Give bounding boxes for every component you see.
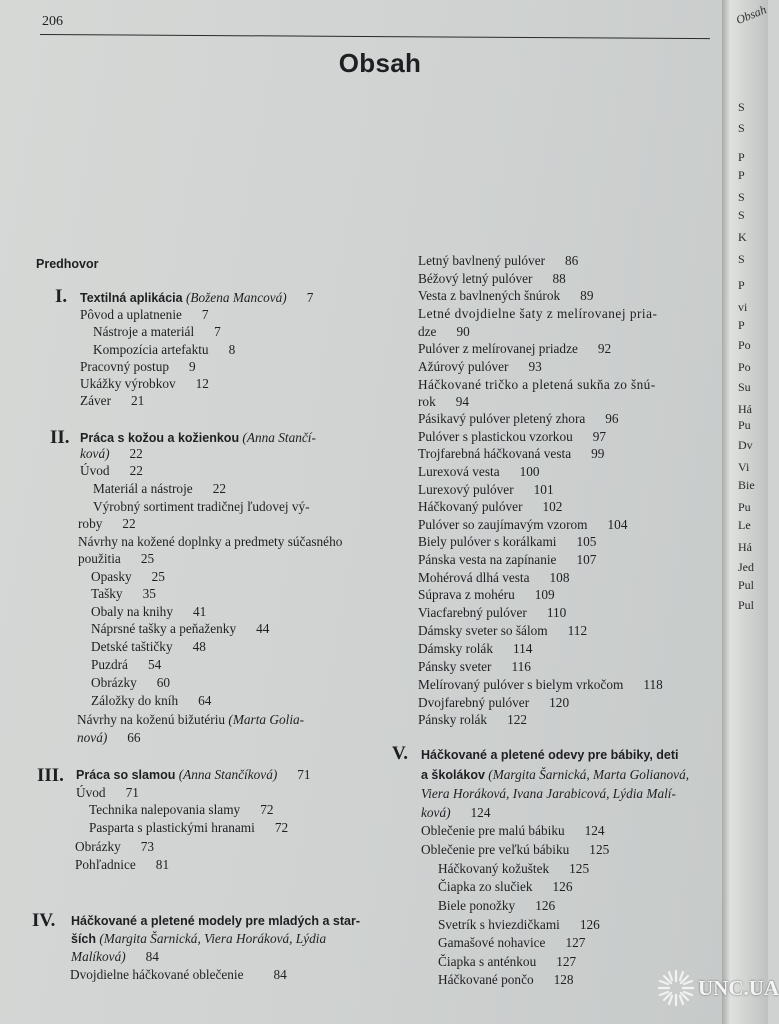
toc-entry: Dvojfarebný pulóver 120	[418, 695, 570, 710]
adjacent-page-fragment: Po	[738, 338, 751, 352]
toc-entry: Návrhy na koženú bižutériu (Marta Golia-	[77, 712, 305, 727]
toc-entry: Opasky 25	[91, 569, 165, 584]
toc-entry: Háčkovaný pulóver 102	[418, 499, 563, 514]
toc-entry: Svetrík s hviezdičkami 126	[438, 917, 600, 932]
adjacent-page-fragment: P	[738, 150, 745, 164]
toc-entry: Biele ponožky 126	[438, 898, 556, 913]
page-title: Obsah	[338, 48, 422, 78]
toc-entry: Pánsky rolák 122	[418, 712, 528, 727]
toc-entry: Pasparta s plastickými hranami 72	[89, 820, 289, 835]
adjacent-page-fragment: Po	[738, 360, 751, 374]
toc-entry: Obaly na knihy 41	[91, 604, 207, 619]
toc-entry: Pracovný postup 9	[80, 359, 196, 374]
toc-entry: Ažúrový pulóver 93	[418, 359, 542, 374]
toc-entry: roby 22	[78, 516, 136, 531]
toc-entry: rok 94	[418, 394, 470, 409]
adjacent-page-fragment: Pu	[738, 418, 751, 432]
toc-entry: Puzdrá 54	[91, 657, 162, 672]
toc-section-title: Háčkované a pletené modely pre mladých a star-	[71, 914, 361, 928]
adjacent-page-fragment: Pul	[738, 578, 755, 592]
adjacent-page-fragment: Jed	[738, 560, 754, 574]
toc-entry: Vesta z bavlnených šnúrok 89	[418, 288, 594, 303]
toc-entry: nová) 66	[77, 730, 141, 745]
toc-entry: Čiapka zo slučiek 126	[438, 879, 573, 894]
toc-entry: Dámsky sveter so šálom 112	[418, 623, 588, 638]
section-roman: III.	[37, 765, 64, 786]
toc-entry: Kompozícia artefaktu 8	[93, 342, 236, 357]
toc-entry: Gamašové nohavice 127	[438, 935, 586, 950]
toc-preface: Predhovor	[36, 257, 99, 271]
page-number: 206	[42, 14, 63, 29]
adjacent-page-fragment: K	[738, 230, 747, 244]
adjacent-page-fragment: Le	[738, 518, 751, 532]
toc-entry: Záložky do kníh 64	[91, 693, 212, 708]
toc-entry: Oblečenie pre veľkú bábiku 125	[421, 842, 610, 857]
toc-entry: Pôvod a uplatnenie 7	[80, 307, 209, 322]
toc-entry: použitia 25	[78, 551, 155, 566]
adjacent-page-header: Obsah	[734, 2, 769, 27]
toc-section-title: ších (Margita Šarnická, Viera Horáková, Lýdia	[71, 931, 327, 946]
toc-entry: Viera Horáková, Ivana Jarabicová, Lýdia Malí-	[421, 786, 676, 801]
toc-entry: ková) 124	[421, 805, 491, 820]
toc-entry: Pánska vesta na zapínanie 107	[418, 552, 597, 567]
adjacent-page-fragment: Pu	[738, 500, 751, 514]
toc-entry: Trojfarebná háčkovaná vesta 99	[418, 446, 605, 461]
toc-entry: Záver 21	[80, 393, 145, 408]
adjacent-page-fragment: Dv	[738, 438, 753, 452]
toc-entry: Malíková) 84	[71, 949, 159, 964]
adjacent-page-fragment: Bie	[738, 478, 755, 492]
toc-entry: Letný bavlnený pulóver 86	[418, 253, 579, 268]
adjacent-page-fragment: S	[738, 252, 745, 266]
toc-section-title: Háčkované a pletené odevy pre bábiky, deti	[421, 748, 679, 762]
adjacent-page-fragment: S	[738, 190, 745, 204]
toc-entry: Lurexový pulóver 101	[418, 482, 554, 497]
toc-section-title: Práca s kožou a kožienkou (Anna Stančí-	[80, 430, 316, 445]
toc-entry: Súprava z mohéru 109	[418, 587, 555, 602]
toc-entry: Technika nalepovania slamy 72	[89, 802, 274, 817]
section-roman: II.	[50, 427, 70, 448]
adjacent-page-fragment: vi	[738, 300, 748, 314]
toc-entry: Tašky 35	[91, 586, 156, 601]
section-roman: I.	[55, 286, 68, 307]
toc-entry: Lurexová vesta 100	[418, 464, 540, 479]
adjacent-page-fragment: S	[738, 100, 745, 114]
toc-entry: Obrázky 73	[75, 839, 155, 854]
toc-entry: Úvod 22	[80, 463, 143, 478]
toc-entry: Háčkované pončo 128	[438, 972, 574, 987]
adjacent-page-fragment: Há	[738, 540, 752, 554]
toc-entry: Materiál a nástroje 22	[93, 481, 226, 496]
toc-entry: ková) 22	[80, 446, 143, 461]
toc-section-title: a školákov (Margita Šarnická, Marta Golianová,	[421, 767, 690, 782]
watermark	[656, 968, 779, 1012]
adjacent-page-fragment: S	[738, 208, 745, 222]
toc-entry: Dámsky rolák 114	[418, 641, 533, 656]
toc-entry: dze 90	[418, 324, 470, 339]
adjacent-page-fragment: S	[738, 121, 745, 135]
adjacent-page-fragment: Vi	[738, 460, 750, 474]
toc-entry: Háčkovaný kožuštek 125	[438, 861, 590, 876]
toc-entry: Viacfarebný pulóver 110	[418, 605, 567, 620]
toc-entry: Melírovaný pulóver s bielym vrkočom 118	[418, 677, 663, 692]
starburst-icon	[656, 968, 696, 1008]
section-roman: V.	[392, 743, 409, 764]
toc-section-title: Textilná aplikácia (Božena Mancová) 7	[80, 290, 314, 305]
toc-entry: Pulóver so zaujímavým vzorom 104	[418, 517, 628, 532]
toc-section-title: Práca so slamou (Anna Stančíková) 71	[76, 767, 311, 782]
section-roman: IV.	[32, 910, 56, 931]
watermark-text: UNC.UA	[698, 976, 779, 1000]
toc-entry: Pohľadnice 81	[75, 857, 170, 872]
adjacent-page-fragment: P	[738, 168, 745, 182]
adjacent-page-fragment: P	[738, 318, 745, 332]
toc-entry: Oblečenie pre malú bábiku 124	[421, 823, 605, 838]
toc-entry: Detské taštičky 48	[91, 639, 206, 654]
header-rule	[40, 34, 710, 39]
toc-entry: Výrobný sortiment tradičnej ľudovej vý-	[93, 499, 310, 514]
toc-entry: Náprsné tašky a peňaženky 44	[91, 621, 270, 636]
toc-entry: Biely pulóver s korálkami 105	[418, 534, 597, 549]
toc-entry: Letné dvojdielne šaty z melírovanej pria-	[418, 306, 658, 321]
toc-entry: Pulóver z melírovanej priadze 92	[418, 341, 612, 356]
toc-entry: Pánsky sveter 116	[418, 659, 531, 674]
toc-entry: Ukážky výrobkov 12	[80, 376, 209, 391]
toc-entry: Čiapka s anténkou 127	[438, 954, 577, 969]
toc-entry: Úvod 71	[76, 785, 139, 800]
toc-entry: Háčkované tričko a pletená sukňa zo šnú-	[418, 377, 656, 392]
adjacent-page-fragment: Pul	[738, 598, 755, 612]
adjacent-page-fragment: P	[738, 278, 745, 292]
toc-entry: Mohérová dlhá vesta 108	[418, 570, 570, 585]
toc-entry: Dvojdielne háčkované oblečenie 84	[70, 967, 287, 982]
toc-entry: Návrhy na kožené doplnky a predmety súčasného	[78, 534, 343, 549]
toc-entry: Pulóver s plastickou vzorkou 97	[418, 429, 607, 444]
toc-entry: Béžový letný pulóver 88	[418, 271, 566, 286]
toc-entry: Pásikavý pulóver pletený zhora 96	[418, 411, 619, 426]
toc-entry: Obrázky 60	[91, 675, 171, 690]
toc-entry: Nástroje a materiál 7	[93, 324, 221, 339]
adjacent-page-fragment: Su	[738, 380, 751, 394]
adjacent-page-fragment: Há	[738, 402, 752, 416]
